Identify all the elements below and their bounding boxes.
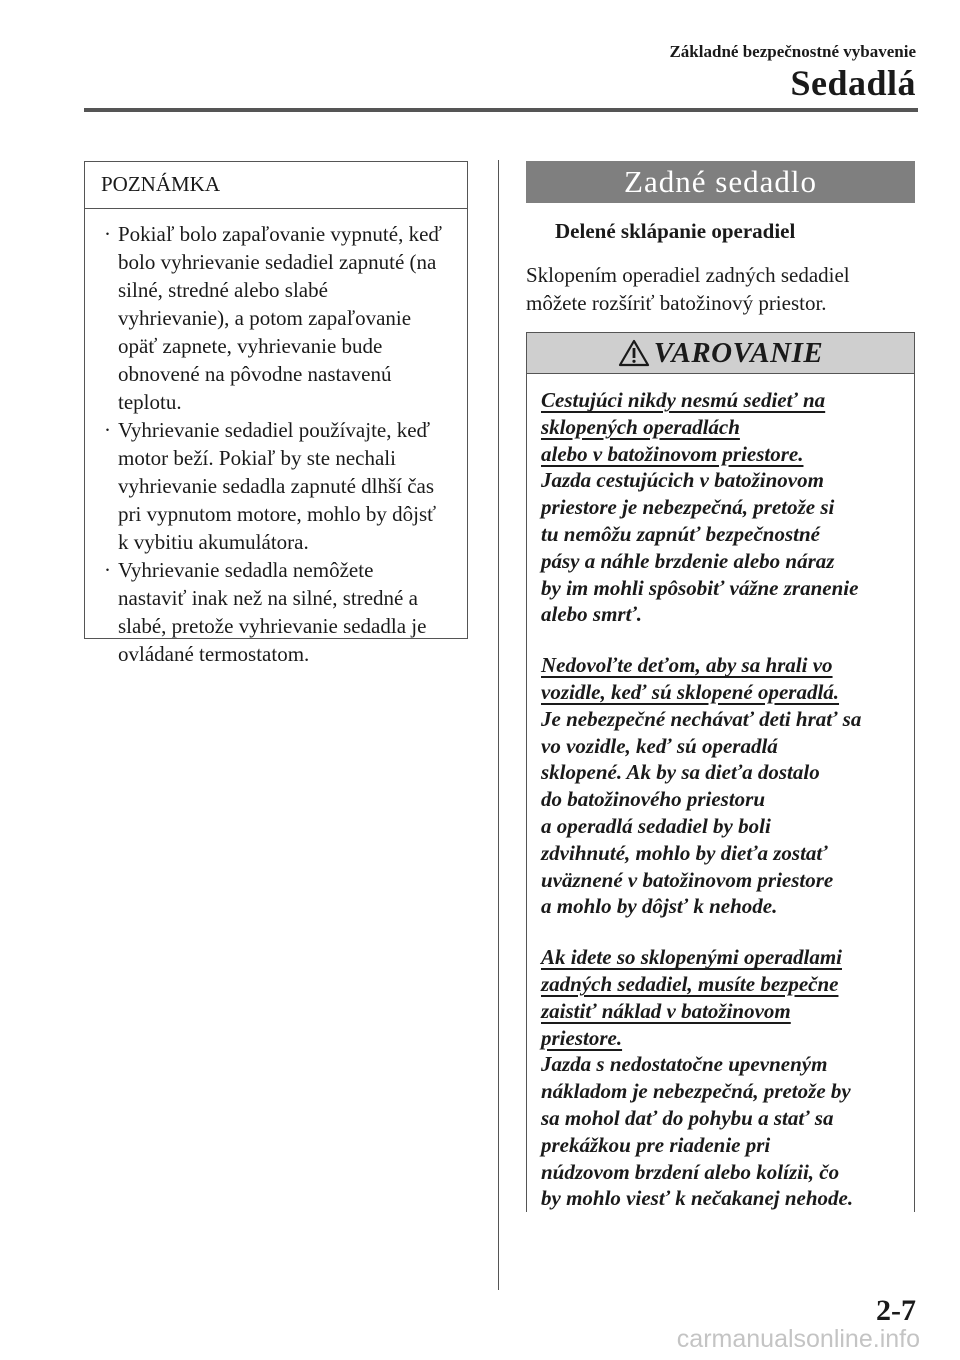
page-number: 2-7 bbox=[876, 1294, 916, 1327]
note-list-item bbox=[97, 220, 462, 416]
note-item-text: Pokiaľ bolo zapaľovanie vypnuté, keď bolo vyhrievanie sedadiel zapnuté (na silné, stredné alebo slabé vyhrievanie), a potom zapaľovanie opäť zapnete, vyhrievanie bude obnovené na pôvodne nastavenú teplotu. bbox=[118, 222, 442, 414]
section-intro: Sklopením operadiel zadných sedadiel môžete rozšíriť batožinový priestor. bbox=[526, 263, 850, 315]
warning-heading-line: Nedovoľte deťom, aby sa hrali vo bbox=[541, 653, 833, 678]
warning-heading-line: Ak idete so sklopenými operadlami bbox=[541, 945, 842, 970]
warning-body-line: núdzovom brzdení alebo kolízii, čo bbox=[541, 1159, 840, 1184]
warning-body-line: tu nemôžu zapnúť bezpečnostné bbox=[541, 521, 820, 546]
warning-header bbox=[527, 333, 914, 374]
warning-heading-line: vozidle, keď sú sklopené operadlá. bbox=[541, 679, 840, 704]
section-banner: Zadné sedadlo bbox=[526, 161, 915, 203]
note-item-text: Vyhrievanie sedadiel používajte, keď motor beží. Pokiaľ by ste nechali vyhrievanie sedadla zapnuté dlhší čas pri vypnutom motore, mohlo by dôjsť k vybitiu akumulátora. bbox=[118, 418, 437, 554]
section-subheading: Delené sklápanie operadiel bbox=[555, 219, 796, 243]
note-bullet: · bbox=[104, 222, 111, 246]
warning-body-line: do batožinového priestoru bbox=[541, 787, 766, 812]
warning-body bbox=[541, 387, 901, 1236]
warning-body-line: sa mohol dať do pohybu a stať sa bbox=[541, 1105, 834, 1130]
warning-heading-line: Cestujúci nikdy nesmú sedieť na bbox=[541, 388, 826, 412]
note-list-item bbox=[97, 416, 462, 556]
warning-block bbox=[541, 652, 901, 920]
note-bullet: · bbox=[104, 418, 111, 442]
warning-body-line: Jazda s nedostatočne upevneným bbox=[541, 1052, 828, 1077]
warning-heading-line: alebo v batožinovom priestore. bbox=[541, 441, 804, 466]
note-bullet: · bbox=[104, 558, 111, 582]
note-list-item bbox=[97, 556, 462, 668]
warning-body-line: Jazda cestujúcich v batožinovom bbox=[541, 468, 824, 493]
warning-block bbox=[541, 387, 901, 628]
warning-body-line: uväznené v batožinovom priestore bbox=[541, 867, 834, 892]
note-list bbox=[97, 220, 462, 668]
note-item-text: Vyhrievanie sedadla nemôžete nastaviť inak než na silné, stredné a slabé, pretože vyhrievanie sedadla je ovládané termostatom. bbox=[118, 558, 427, 666]
warning-body-line: nákladom je nebezpečná, pretože by bbox=[541, 1079, 851, 1104]
warning-body-line: Je nebezpečné nechávať deti hrať sa bbox=[541, 706, 862, 731]
warning-heading-line: zaistiť náklad v batožinovom bbox=[541, 998, 791, 1023]
watermark: carmanualsonline.info bbox=[676, 1325, 920, 1353]
warning-body-line: zdvihnuté, mohlo by dieťa zostať bbox=[541, 840, 828, 865]
warning-body-line: pásy a náhle brzdenie alebo náraz bbox=[541, 548, 835, 573]
warning-body-line: prekážkou pre riadenie pri bbox=[541, 1132, 771, 1157]
page-title: Sedadlá bbox=[790, 63, 916, 103]
warning-heading-line: priestore. bbox=[541, 1025, 623, 1050]
warning-body-line: a operadlá sedadiel by boli bbox=[541, 813, 771, 838]
warning-body-line: priestore je nebezpečná, pretože si bbox=[541, 495, 835, 520]
warning-heading-line: zadných sedadiel, musíte bezpečne bbox=[541, 971, 839, 996]
warning-body-line: a mohlo by dôjsť k nehode. bbox=[541, 894, 778, 919]
column-divider bbox=[498, 160, 499, 1290]
warning-body-line: alebo smrť. bbox=[541, 602, 642, 627]
header-section-title: Základné bezpečnostné vybavenie bbox=[669, 42, 916, 61]
note-title: POZNÁMKA bbox=[101, 172, 221, 196]
warning-body-line: sklopené. Ak by sa dieťa dostalo bbox=[541, 760, 820, 785]
note-box bbox=[84, 161, 468, 666]
warning-body-line: vo vozidle, keď sú operadlá bbox=[541, 733, 778, 758]
warning-triangle-icon bbox=[618, 339, 650, 367]
warning-heading-line: sklopených operadlách bbox=[541, 414, 740, 439]
header-rule bbox=[84, 108, 918, 112]
warning-body-line: by im mohli spôsobiť vážne zranenie bbox=[541, 575, 859, 600]
warning-box bbox=[526, 332, 915, 1212]
warning-body-line: by mohlo viesť k nečakanej nehode. bbox=[541, 1186, 854, 1211]
warning-label: VAROVANIE bbox=[653, 336, 824, 369]
warning-block bbox=[541, 944, 901, 1212]
note-divider bbox=[85, 208, 467, 209]
